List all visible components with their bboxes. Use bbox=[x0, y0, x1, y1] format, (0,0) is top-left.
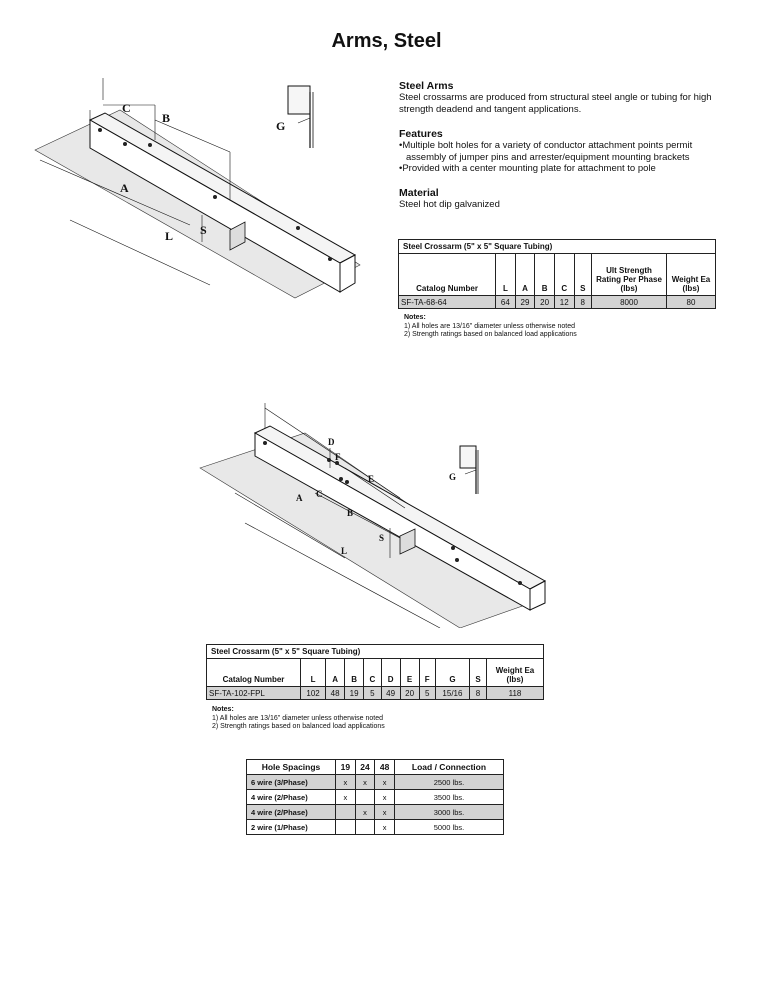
hole-table-cell: x bbox=[375, 805, 395, 820]
diagram2-label-g: G bbox=[449, 472, 457, 482]
hole-table-header: 19 bbox=[336, 760, 356, 775]
table1-cell: 12 bbox=[554, 296, 574, 309]
table1-header: A bbox=[515, 254, 535, 296]
table2-cell: 5 bbox=[419, 687, 435, 700]
diagram2-label-c: C bbox=[316, 489, 323, 499]
diagram1-label-a: A bbox=[120, 181, 129, 195]
table-row bbox=[247, 820, 504, 835]
features-heading: Features bbox=[399, 128, 443, 140]
table2-caption: Steel Crossarm (5" x 5" Square Tubing) bbox=[207, 645, 544, 659]
table1-cell: 29 bbox=[515, 296, 535, 309]
table1-header: Weight Ea (lbs) bbox=[667, 254, 716, 296]
hole-table-cell bbox=[355, 820, 375, 835]
hole-table-cell: 3000 lbs. bbox=[395, 805, 504, 820]
page-title: Arms, Steel bbox=[331, 30, 442, 52]
hole-table-cell: x bbox=[355, 775, 375, 790]
hole-table-header: Load / Connection bbox=[395, 760, 504, 775]
hole-table-cell: 2 wire (1/Phase) bbox=[247, 820, 336, 835]
diagram2-label-l: L bbox=[341, 546, 348, 556]
diagram2-label-f: F bbox=[335, 452, 341, 462]
hole-table-header: 24 bbox=[355, 760, 375, 775]
table-row bbox=[247, 790, 504, 805]
table2-header: D bbox=[381, 659, 400, 687]
notes1-heading: Notes: bbox=[404, 314, 426, 321]
notes-2 bbox=[212, 706, 385, 732]
hole-table-cell bbox=[336, 805, 356, 820]
diagram2-label-s: S bbox=[379, 533, 385, 543]
intro-text: Steel crossarms are produced from structural steel angle or tubing for high strength deadend and tangent applications. bbox=[399, 92, 712, 115]
table1-cell: 8000 bbox=[592, 296, 667, 309]
table1-caption: Steel Crossarm (5" x 5" Square Tubing) bbox=[399, 240, 716, 254]
table2-cell: 19 bbox=[345, 687, 364, 700]
spec-table-1 bbox=[398, 239, 716, 309]
hole-table-cell: x bbox=[336, 775, 356, 790]
table2-header: A bbox=[326, 659, 345, 687]
table-row bbox=[399, 296, 716, 309]
table-row bbox=[207, 687, 544, 700]
hole-table-cell: x bbox=[375, 820, 395, 835]
crossarm-diagram-2 bbox=[195, 398, 565, 628]
table2-header: Catalog Number bbox=[207, 659, 301, 687]
hole-table-cell: 3500 lbs. bbox=[395, 790, 504, 805]
table1-cell: SF-TA-68-64 bbox=[399, 296, 496, 309]
table1-header: Catalog Number bbox=[399, 254, 496, 296]
hole-table-cell: x bbox=[375, 790, 395, 805]
diagram1-label-b: B bbox=[162, 111, 171, 125]
hole-table-cell: x bbox=[355, 805, 375, 820]
material-text: Steel hot dip galvanized bbox=[399, 198, 500, 210]
table2-header: F bbox=[419, 659, 435, 687]
notes2-heading: Notes: bbox=[212, 706, 234, 713]
notes1-item: 2) Strength ratings based on balanced load applications bbox=[404, 331, 577, 338]
table2-header: B bbox=[345, 659, 364, 687]
table2-cell: 48 bbox=[326, 687, 345, 700]
table2-header: G bbox=[435, 659, 469, 687]
hole-table-header: 48 bbox=[375, 760, 395, 775]
table2-header: S bbox=[470, 659, 487, 687]
table2-cell: 118 bbox=[487, 687, 544, 700]
table1-header: L bbox=[496, 254, 516, 296]
diagram1-label-l: L bbox=[165, 229, 174, 243]
material-heading: Material bbox=[399, 186, 439, 199]
table1-header: Ult Strength Rating Per Phase (lbs) bbox=[592, 254, 667, 296]
diagram2-label-a: A bbox=[296, 493, 303, 503]
feature-item: • Multiple bolt holes for a variety of conductor attachment points permit assembly of jumper pins and arrester/equipment mounting brackets bbox=[399, 140, 719, 163]
diagram2-label-d: D bbox=[328, 437, 335, 447]
table1-header: S bbox=[574, 254, 591, 296]
table2-header: C bbox=[364, 659, 381, 687]
hole-table-cell bbox=[355, 790, 375, 805]
table1-cell: 8 bbox=[574, 296, 591, 309]
table-row bbox=[247, 805, 504, 820]
table2-cell: 8 bbox=[470, 687, 487, 700]
hole-table-cell: 4 wire (2/Phase) bbox=[247, 805, 336, 820]
table1-cell: 80 bbox=[667, 296, 716, 309]
table1-header: B bbox=[535, 254, 555, 296]
mounting-plate-detail-1 bbox=[270, 78, 330, 153]
diagram1-label-g: G bbox=[276, 119, 286, 133]
diagram2-label-b: B bbox=[347, 508, 354, 518]
table2-cell: 49 bbox=[381, 687, 400, 700]
diagram2-label-e: E bbox=[368, 474, 375, 484]
hole-spacing-table bbox=[246, 759, 504, 835]
hole-table-cell: x bbox=[375, 775, 395, 790]
table-row bbox=[247, 775, 504, 790]
hole-table-cell: 5000 lbs. bbox=[395, 820, 504, 835]
table2-header: L bbox=[301, 659, 326, 687]
table1-cell: 64 bbox=[496, 296, 516, 309]
mounting-plate-detail-2 bbox=[445, 440, 490, 498]
table2-cell: 5 bbox=[364, 687, 381, 700]
hole-table-cell: x bbox=[336, 790, 356, 805]
table2-cell: 20 bbox=[400, 687, 419, 700]
table2-header: E bbox=[400, 659, 419, 687]
notes2-item: 1) All holes are 13/16" diameter unless otherwise noted bbox=[212, 714, 383, 722]
hole-table-header: Hole Spacings bbox=[247, 760, 336, 775]
table1-cell: 20 bbox=[535, 296, 555, 309]
table2-header: Weight Ea (lbs) bbox=[487, 659, 544, 687]
notes2-item: 2) Strength ratings based on balanced load applications bbox=[212, 723, 385, 730]
feature-item: • Provided with a center mounting plate for attachment to pole bbox=[399, 163, 719, 175]
hole-table-cell: 6 wire (3/Phase) bbox=[247, 775, 336, 790]
notes1-item: 1) All holes are 13/16" diameter unless otherwise noted bbox=[404, 322, 575, 330]
hole-table-cell: 4 wire (2/Phase) bbox=[247, 790, 336, 805]
table2-cell: SF-TA-102-FPL bbox=[207, 687, 301, 700]
table2-cell: 102 bbox=[301, 687, 326, 700]
notes-1 bbox=[404, 314, 577, 340]
features-list bbox=[399, 140, 719, 175]
hole-table-cell bbox=[336, 820, 356, 835]
table2-cell: 15/16 bbox=[435, 687, 469, 700]
table1-header: C bbox=[554, 254, 574, 296]
hole-table-cell: 2500 lbs. bbox=[395, 775, 504, 790]
intro-heading: Steel Arms bbox=[399, 80, 454, 92]
diagram1-label-s: S bbox=[200, 223, 207, 237]
spec-table-2 bbox=[206, 644, 544, 700]
diagram1-label-c: C bbox=[122, 101, 131, 115]
